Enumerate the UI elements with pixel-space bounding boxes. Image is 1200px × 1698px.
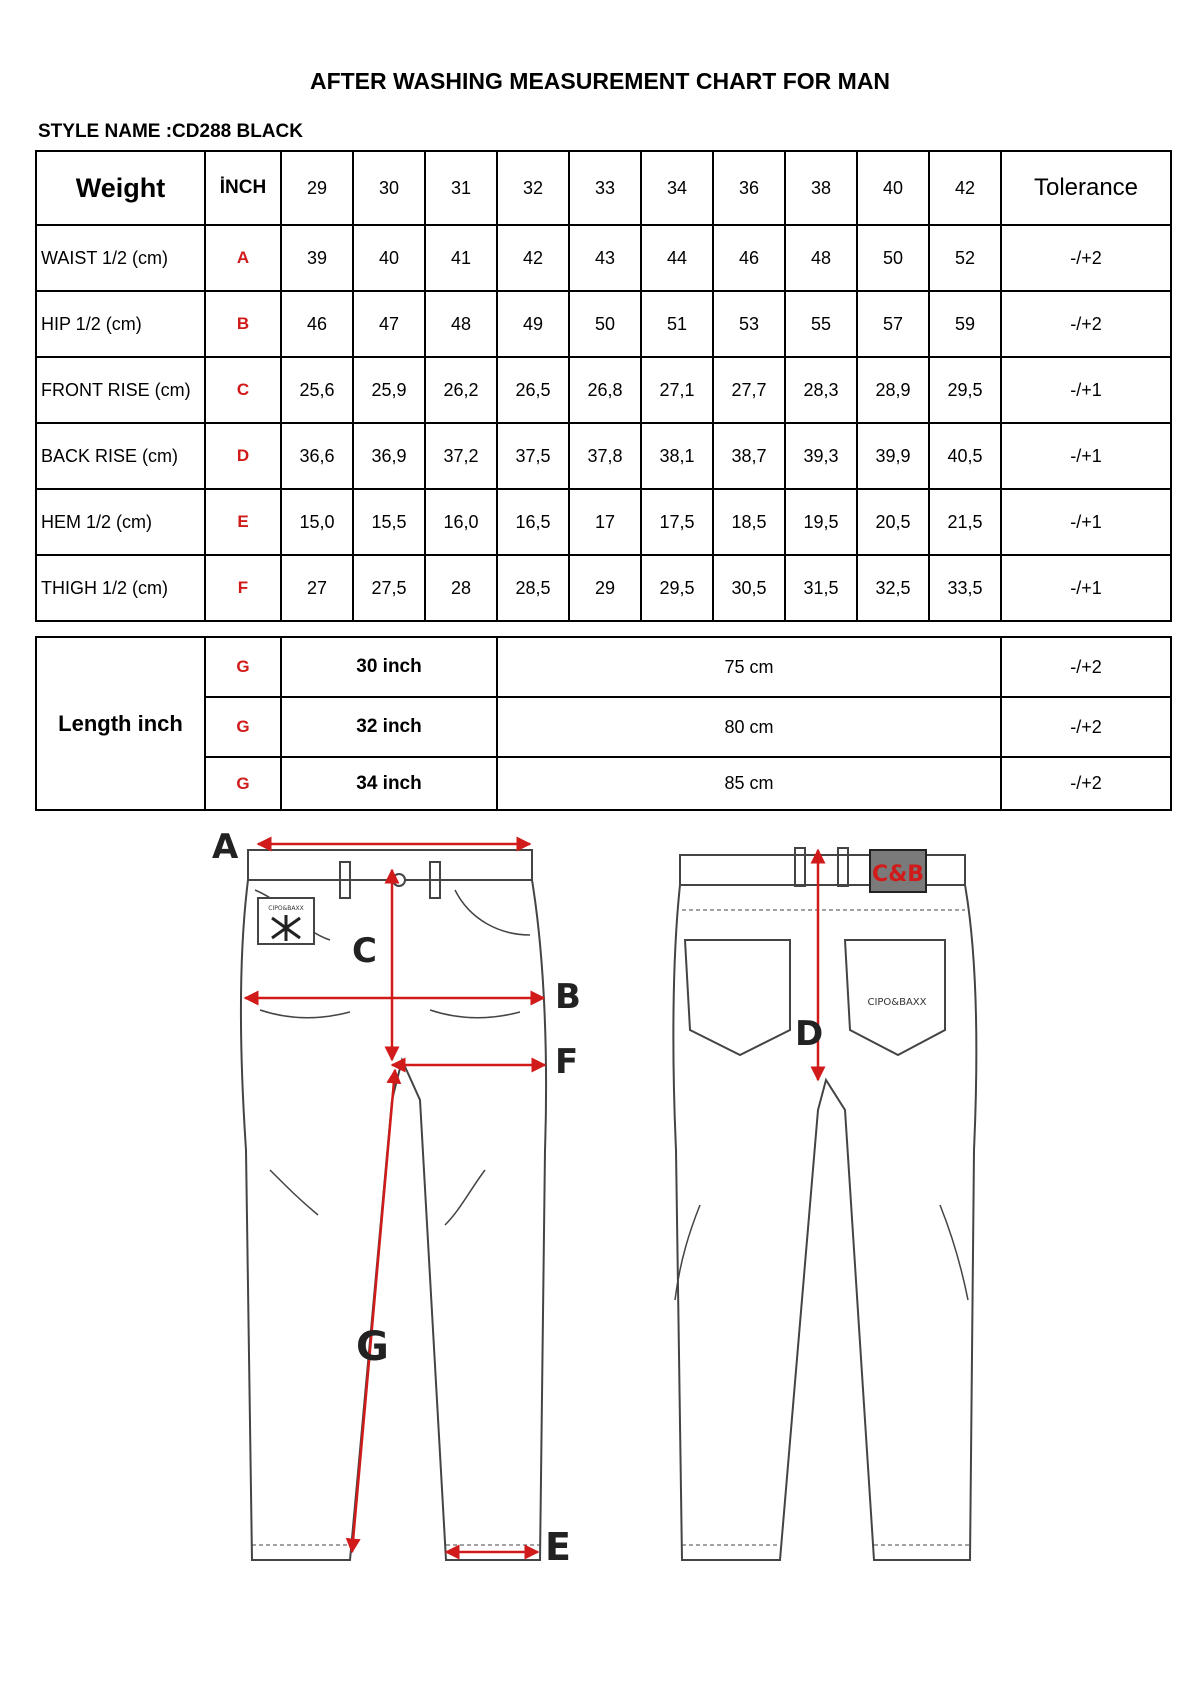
measurement-value: 27,5 xyxy=(353,555,425,621)
measurement-value: 52 xyxy=(929,225,1001,291)
measurement-value: 36,9 xyxy=(353,423,425,489)
measurement-value: 38,1 xyxy=(641,423,713,489)
measurement-value: 36,6 xyxy=(281,423,353,489)
length-code: G xyxy=(205,757,281,810)
measurement-value: 40,5 xyxy=(929,423,1001,489)
measurement-value: 19,5 xyxy=(785,489,857,555)
measurement-value: 26,2 xyxy=(425,357,497,423)
measurement-name: BACK RISE (cm) xyxy=(36,423,205,489)
measurement-value: 27 xyxy=(281,555,353,621)
measurement-value: 37,8 xyxy=(569,423,641,489)
size-header: 40 xyxy=(857,151,929,225)
measurement-value: 29,5 xyxy=(641,555,713,621)
length-cm: 85 cm xyxy=(497,757,1001,810)
label-a: A xyxy=(212,827,239,867)
measurement-code: D xyxy=(205,423,281,489)
measurement-value: 50 xyxy=(857,225,929,291)
measurement-value: 16,5 xyxy=(497,489,569,555)
measurement-name: HEM 1/2 (cm) xyxy=(36,489,205,555)
length-inch: 34 inch xyxy=(281,757,497,810)
label-b: B xyxy=(555,977,581,1017)
label-e: E xyxy=(545,1525,571,1569)
measurement-value: 17,5 xyxy=(641,489,713,555)
measurement-name: WAIST 1/2 (cm) xyxy=(36,225,205,291)
measurement-value: 27,1 xyxy=(641,357,713,423)
measurement-value: 15,0 xyxy=(281,489,353,555)
size-header: 36 xyxy=(713,151,785,225)
label-f: F xyxy=(555,1042,579,1082)
measurement-tolerance: -/+1 xyxy=(1001,555,1171,621)
measurement-code: A xyxy=(205,225,281,291)
measurement-tolerance: -/+2 xyxy=(1001,291,1171,357)
measurement-value: 31,5 xyxy=(785,555,857,621)
measurement-tolerance: -/+2 xyxy=(1001,225,1171,291)
measurement-value: 26,5 xyxy=(497,357,569,423)
measurement-value: 38,7 xyxy=(713,423,785,489)
inch-header: İNCH xyxy=(205,151,281,225)
length-label: Length inch xyxy=(36,637,205,810)
measurement-value: 26,8 xyxy=(569,357,641,423)
measurement-value: 39 xyxy=(281,225,353,291)
measurement-value: 41 xyxy=(425,225,497,291)
measurement-value: 50 xyxy=(569,291,641,357)
measurement-value: 49 xyxy=(497,291,569,357)
measurement-value: 16,0 xyxy=(425,489,497,555)
svg-text:C&B: C&B xyxy=(871,862,925,887)
measurement-value: 28,3 xyxy=(785,357,857,423)
style-name: STYLE NAME :CD288 BLACK xyxy=(38,121,303,142)
measurement-value: 17 xyxy=(569,489,641,555)
measurement-value: 18,5 xyxy=(713,489,785,555)
measurement-value: 55 xyxy=(785,291,857,357)
length-tolerance: -/+2 xyxy=(1001,697,1171,757)
measurement-value: 25,9 xyxy=(353,357,425,423)
weight-header: Weight xyxy=(36,151,205,225)
measurement-value: 39,9 xyxy=(857,423,929,489)
size-header: 38 xyxy=(785,151,857,225)
length-inch: 32 inch xyxy=(281,697,497,757)
measurement-value: 48 xyxy=(785,225,857,291)
measurement-value: 29 xyxy=(569,555,641,621)
measurement-value: 37,5 xyxy=(497,423,569,489)
brand-patch xyxy=(870,850,926,892)
button-icon xyxy=(393,874,405,886)
measurement-tolerance: -/+1 xyxy=(1001,423,1171,489)
measurement-name: THIGH 1/2 (cm) xyxy=(36,555,205,621)
label-g: G xyxy=(356,1324,389,1370)
measurement-value: 32,5 xyxy=(857,555,929,621)
measurement-value: 37,2 xyxy=(425,423,497,489)
size-header: 34 xyxy=(641,151,713,225)
measurement-value: 28 xyxy=(425,555,497,621)
measurement-value: 30,5 xyxy=(713,555,785,621)
measurement-value: 42 xyxy=(497,225,569,291)
length-code: G xyxy=(205,637,281,697)
measurement-code: B xyxy=(205,291,281,357)
tolerance-header: Tolerance xyxy=(1001,151,1171,225)
measurement-value: 39,3 xyxy=(785,423,857,489)
front-jeans-drawing xyxy=(241,850,546,1560)
front-pocket-logo xyxy=(258,898,314,944)
size-header: 29 xyxy=(281,151,353,225)
measurement-value: 57 xyxy=(857,291,929,357)
measurement-value: 28,9 xyxy=(857,357,929,423)
measurement-value: 46 xyxy=(281,291,353,357)
length-inch: 30 inch xyxy=(281,637,497,697)
back-pocket-logo: CIPO&BAXX xyxy=(867,997,927,1008)
measurement-value: 28,5 xyxy=(497,555,569,621)
measurement-code: E xyxy=(205,489,281,555)
label-c: C xyxy=(352,931,377,971)
size-header: 33 xyxy=(569,151,641,225)
measurement-value: 21,5 xyxy=(929,489,1001,555)
measurement-code: C xyxy=(205,357,281,423)
measurement-value: 40 xyxy=(353,225,425,291)
page-title: AFTER WASHING MEASUREMENT CHART FOR MAN xyxy=(309,68,891,94)
measurement-value: 20,5 xyxy=(857,489,929,555)
measurement-name: HIP 1/2 (cm) xyxy=(36,291,205,357)
size-header: 31 xyxy=(425,151,497,225)
measurement-value: 33,5 xyxy=(929,555,1001,621)
svg-text:CIPO&BAXX: CIPO&BAXX xyxy=(268,905,304,912)
measurement-value: 51 xyxy=(641,291,713,357)
measurement-value: 43 xyxy=(569,225,641,291)
size-header: 42 xyxy=(929,151,1001,225)
measurement-code: F xyxy=(205,555,281,621)
measurement-value: 47 xyxy=(353,291,425,357)
label-d: D xyxy=(795,1014,824,1054)
measurement-value: 29,5 xyxy=(929,357,1001,423)
length-code: G xyxy=(205,697,281,757)
length-tolerance: -/+2 xyxy=(1001,637,1171,697)
measurement-value: 15,5 xyxy=(353,489,425,555)
measurement-value: 48 xyxy=(425,291,497,357)
size-header: 32 xyxy=(497,151,569,225)
length-cm: 80 cm xyxy=(497,697,1001,757)
measurement-value: 46 xyxy=(713,225,785,291)
front-measure-lines xyxy=(245,844,545,1552)
size-header: 30 xyxy=(353,151,425,225)
measurement-value: 25,6 xyxy=(281,357,353,423)
measurement-name: FRONT RISE (cm) xyxy=(36,357,205,423)
measurement-value: 53 xyxy=(713,291,785,357)
length-tolerance: -/+2 xyxy=(1001,757,1171,810)
length-cm: 75 cm xyxy=(497,637,1001,697)
measurement-value: 27,7 xyxy=(713,357,785,423)
measurement-tolerance: -/+1 xyxy=(1001,489,1171,555)
back-jeans-drawing xyxy=(673,848,976,1560)
measurement-value: 59 xyxy=(929,291,1001,357)
measurement-tolerance: -/+1 xyxy=(1001,357,1171,423)
measurement-value: 44 xyxy=(641,225,713,291)
